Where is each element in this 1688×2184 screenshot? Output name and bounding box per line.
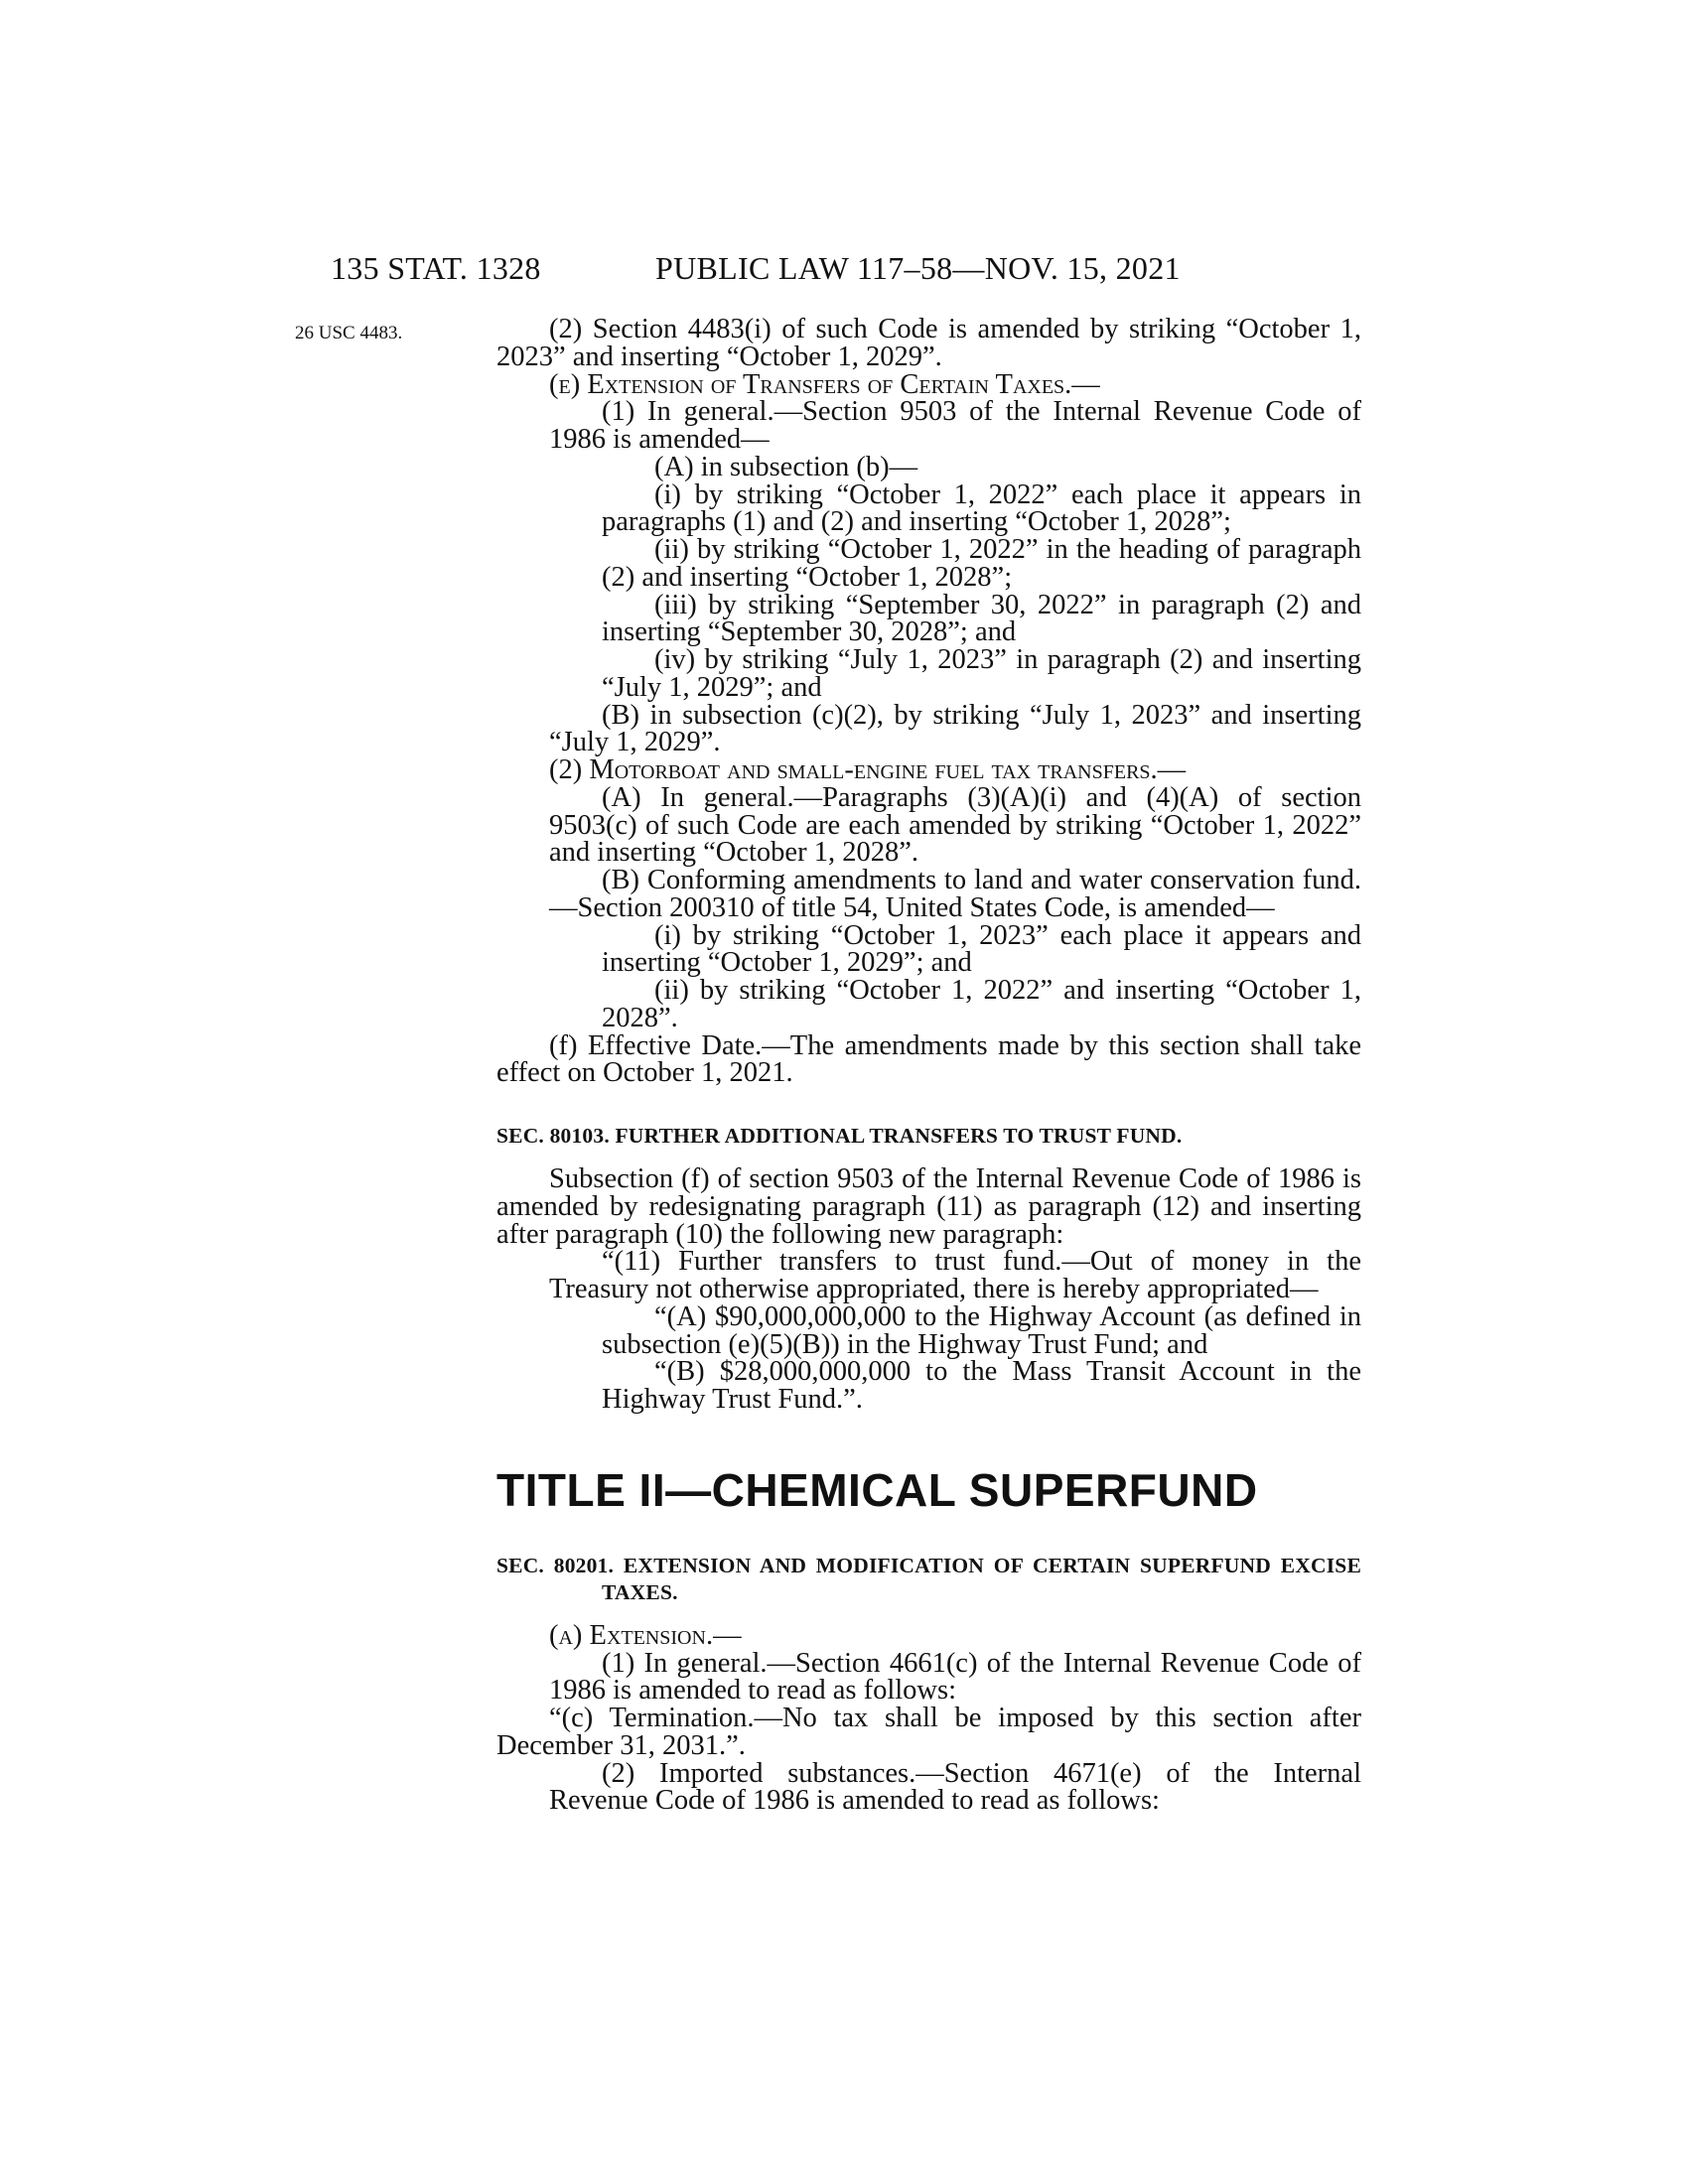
paragraph-a1: (1) In general.—Section 4661(c) of the Internal Revenue Code of 1986 is amended to read as follows: bbox=[549, 1647, 1361, 1706]
usc-margin-note: 26 USC 4483. bbox=[295, 323, 403, 343]
subsection-e-heading: (e) Extension of Transfers of Certain Taxes.— bbox=[549, 368, 1100, 400]
title-ii-heading: TITLE II—CHEMICAL SUPERFUND bbox=[496, 1463, 1258, 1516]
subsection-c-termination: “(c) Termination.—No tax shall be imposed by this section after December 31, 2031.”. bbox=[496, 1703, 1361, 1761]
paragraph-a2: (2) Imported substances.—Section 4671(e) of the Internal Revenue Code of 1986 is amended to read as follows: bbox=[549, 1757, 1361, 1817]
paragraph-e2-heading: (2) Motorboat and small-engine fuel tax transfers.— bbox=[549, 754, 1187, 785]
paragraph-e1: (1) In general.—Section 9503 of the Internal Revenue Code of 1986 is amended— bbox=[549, 396, 1361, 455]
public-law-header: PUBLIC LAW 117–58—NOV. 15, 2021 bbox=[655, 250, 1181, 286]
clause-e1a-iv: (iv) by striking “July 1, 2023” in paragraph (2) and inserting “July 1, 2029”; and bbox=[602, 644, 1361, 703]
subparagraph-e2a: (A) In general.—Paragraphs (3)(A)(i) and (4)(A) of section 9503(c) of such Code are each amended by striking “October 1, 2022” and inserting “October 1, 2028”. bbox=[549, 781, 1361, 869]
clause-e1a-i: (i) by striking “October 1, 2022” each place it appears in paragraphs (1) and (2) and inserting “October 1, 2028”; bbox=[602, 478, 1361, 538]
stat-page-number: 135 STAT. 1328 bbox=[331, 250, 541, 286]
subparagraph-e2b: (B) Conforming amendments to land and water conservation fund.—Section 200310 of title 54, United States Code, is amended— bbox=[549, 865, 1361, 923]
section-80103-text: Subsection (f) of section 9503 of the Internal Revenue Code of 1986 is amended by redesignating paragraph (11) as paragraph (12) and inserting after paragraph (10) the following new paragraph: bbox=[496, 1163, 1361, 1250]
clause-e1a-ii: (ii) by striking “October 1, 2022” in the heading of paragraph (2) and inserting “October 1, 2028”; bbox=[602, 534, 1361, 593]
subparagraph-e1b: (B) in subsection (c)(2), by striking “July 1, 2023” and inserting “July 1, 2029”. bbox=[549, 699, 1361, 758]
subsection-a-heading: (a) Extension.— bbox=[549, 1619, 742, 1651]
paragraph-2: (2) Section 4483(i) of such Code is amended by striking “October 1, 2023” and inserting “October 1, 2029”. bbox=[496, 314, 1361, 372]
new-paragraph-11: “(11) Further transfers to trust fund.—Out of money in the Treasury not otherwise appropriated, there is hereby appropriated— bbox=[549, 1246, 1361, 1304]
new-subparagraph-a: “(A) $90,000,000,000 to the Highway Account (as defined in subsection (e)(5)(B)) in the Highway Trust Fund; and bbox=[602, 1300, 1361, 1360]
subparagraph-e1a: (A) in subsection (b)— bbox=[654, 451, 918, 482]
section-80103-heading: SEC. 80103. FURTHER ADDITIONAL TRANSFERS TO TRUST FUND. bbox=[496, 1124, 1183, 1148]
clause-e2b-ii: (ii) by striking “October 1, 2022” and inserting “October 1, 2028”. bbox=[602, 975, 1361, 1033]
subsection-f: (f) Effective Date.—The amendments made by this section shall take effect on October 1, 2021. bbox=[496, 1029, 1361, 1089]
clause-e2b-i: (i) by striking “October 1, 2023” each place it appears and inserting “October 1, 2029”; and bbox=[602, 919, 1361, 979]
law-body bbox=[496, 316, 1361, 1815]
section-80201-heading: SEC. 80201. EXTENSION AND MODIFICATION OF CERTAIN SUPERFUND EXCISE TAXES. bbox=[496, 1553, 1361, 1604]
new-subparagraph-b: “(B) $28,000,000,000 to the Mass Transit Account in the Highway Trust Fund.”. bbox=[602, 1356, 1361, 1415]
clause-e1a-iii: (iii) by striking “September 30, 2022” in paragraph (2) and inserting “September 30, 2028”; and bbox=[602, 589, 1361, 648]
